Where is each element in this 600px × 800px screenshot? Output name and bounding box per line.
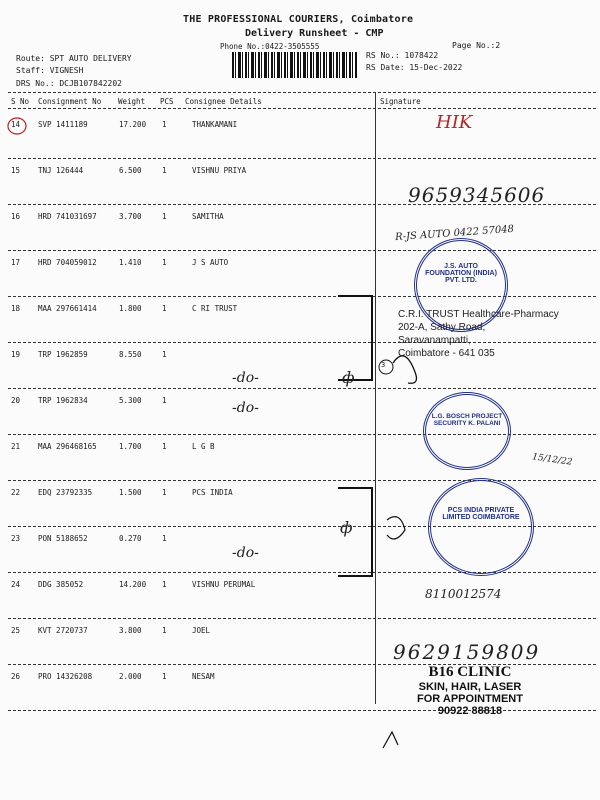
- col-consignment: Consignment No: [38, 97, 102, 106]
- row-consignee: PCS INDIA: [192, 488, 233, 497]
- row-14-circle: [8, 118, 26, 134]
- row-consignment: TRP 1962834: [38, 396, 88, 405]
- rs-date: RS Date: 15-Dec-2022: [366, 63, 463, 72]
- note-17: R-JS AUTO 0422 57048: [394, 223, 515, 244]
- row-consignee: VISHNU PERUMAL: [192, 580, 256, 589]
- drs-number: DRS No.: DCJB107842202: [16, 79, 122, 88]
- ditto-20: -do-: [232, 400, 259, 416]
- row-weight: 1.700: [119, 442, 142, 451]
- row-consignee: L G B: [192, 442, 215, 451]
- row-weight: 8.550: [119, 350, 142, 359]
- col-consignee: Consignee Details: [185, 97, 262, 106]
- col-sno: S No: [11, 97, 30, 106]
- row-pcs: 1: [162, 534, 167, 543]
- row-consignment: DDG 385052: [38, 580, 84, 589]
- row-consignment: HRD 704059012: [38, 258, 97, 267]
- row-sno: 16: [11, 212, 21, 221]
- row-pcs: 1: [162, 212, 167, 221]
- row-pcs: 1: [162, 672, 167, 681]
- row-weight: 14.200: [119, 580, 147, 589]
- runsheet-title: Delivery Runsheet - CMP: [245, 28, 384, 39]
- row-pcs: 1: [162, 350, 167, 359]
- staff: Staff: VIGNESH: [16, 66, 84, 75]
- row-pcs: 1: [162, 396, 167, 405]
- col-weight: Weight: [118, 97, 146, 106]
- row-sno: 19: [11, 350, 21, 359]
- row-sno: 17: [11, 258, 21, 267]
- row-consignment: MAA 296468165: [38, 442, 97, 451]
- row-weight: 1.500: [119, 488, 142, 497]
- company-title: THE PROFESSIONAL COURIERS, Coimbatore: [183, 14, 414, 25]
- row-consignee: THANKAMANI: [192, 120, 238, 129]
- lgb-stamp: L.G. BOSCH PROJECT SECURITY K. PALANI: [423, 392, 511, 470]
- row-sno: 23: [11, 534, 21, 543]
- row-sno: 24: [11, 580, 21, 589]
- row-consignment: TNJ 126444: [38, 166, 84, 175]
- row-sno: 18: [11, 304, 21, 313]
- row-weight: 3.800: [119, 626, 142, 635]
- row-consignment: KVT 2720737: [38, 626, 88, 635]
- row-consignment: HRD 741031697: [38, 212, 97, 221]
- row-sno: 21: [11, 442, 21, 451]
- row-consignee: J S AUTO: [192, 258, 229, 267]
- row-weight: 6.500: [119, 166, 142, 175]
- route: Route: SPT AUTO DELIVERY: [16, 54, 132, 63]
- row-sno: 15: [11, 166, 21, 175]
- row-pcs: 1: [162, 120, 167, 129]
- row-weight: 3.700: [119, 212, 142, 221]
- clinic-stamp: B16 CLINIC SKIN, HAIR, LASER FOR APPOINTMENT 90922 88818: [417, 664, 523, 717]
- initial-mark-22: ф: [340, 518, 353, 537]
- row-sno: 26: [11, 672, 21, 681]
- signature-scribble-22: [387, 517, 405, 539]
- row-pcs: 1: [162, 304, 167, 313]
- row-sno: 25: [11, 626, 21, 635]
- phone-24: 8110012574: [425, 587, 502, 601]
- date-21: 15/12/22: [531, 452, 573, 468]
- row-consignment: PRO 14326208: [38, 672, 93, 681]
- row-weight: 17.200: [119, 120, 147, 129]
- row-sno: 14: [11, 120, 21, 129]
- row-sno: 20: [11, 396, 21, 405]
- phone-number: Phone No.:0422-3505555: [220, 42, 320, 51]
- row-consignee: C RI TRUST: [192, 304, 238, 313]
- phone-25: 9629159809: [393, 640, 541, 664]
- row-weight: 0.270: [119, 534, 142, 543]
- row-weight: 2.000: [119, 672, 142, 681]
- row-consignee: NESAM: [192, 672, 215, 681]
- rs-number: RS No.: 1078422: [366, 51, 439, 60]
- row-consignment: MAA 297661414: [38, 304, 97, 313]
- row-weight: 1.410: [119, 258, 142, 267]
- circle-number: 3: [381, 361, 386, 369]
- row-pcs: 1: [162, 166, 167, 175]
- ditto-19: -do-: [232, 370, 259, 386]
- caret-mark: [383, 732, 398, 748]
- cri-trust-stamp: C.R.I. TRUST Healthcare-Pharmacy 202-A, Sathy Road, Saravanampatti, Coimbatore - 641 035: [398, 309, 559, 359]
- col-pcs: PCS: [160, 97, 174, 106]
- pcs-stamp: PCS INDIA PRIVATE LIMITED COIMBATORE: [428, 478, 534, 576]
- phone-16: 9659345606: [408, 183, 546, 207]
- jsauto-stamp: J.S. AUTO FOUNDATION (INDIA) PVT. LTD.: [414, 238, 508, 332]
- ditto-23: -do-: [232, 545, 259, 561]
- row-pcs: 1: [162, 580, 167, 589]
- row-weight: 1.800: [119, 304, 142, 313]
- row-consignee: JOEL: [192, 626, 211, 635]
- row-consignment: TRP 1962859: [38, 350, 88, 359]
- page-number: Page No.:2: [452, 41, 501, 50]
- row-sno: 22: [11, 488, 21, 497]
- initial-mark-19: ф: [342, 368, 355, 387]
- row-weight: 5.300: [119, 396, 142, 405]
- row-pcs: 1: [162, 442, 167, 451]
- row-pcs: 1: [162, 258, 167, 267]
- row-consignee: VISHNU PRIYA: [192, 166, 247, 175]
- row-consignment: SVP 1411189: [38, 120, 88, 129]
- row-pcs: 1: [162, 626, 167, 635]
- row-consignment: PON 5188652: [38, 534, 88, 543]
- col-signature: Signature: [380, 97, 421, 106]
- signature-14: HIK: [436, 112, 473, 133]
- row-consignee: SAMITHA: [192, 212, 224, 221]
- row-pcs: 1: [162, 488, 167, 497]
- row-consignment: EDQ 23792335: [38, 488, 93, 497]
